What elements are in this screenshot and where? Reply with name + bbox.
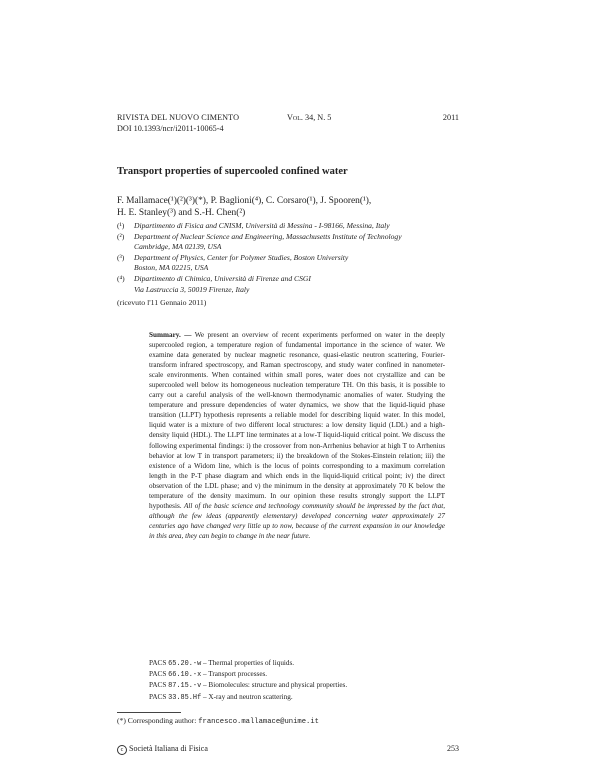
affiliation-item: (³) Department of Physics, Center for Polymer Studies, Boston University Boston, MA 02215, USA [117, 252, 349, 273]
affiliation-item: (²) Department of Nuclear Science and Engineering, Massachusetts Institute of Technology Cambridge, MA 02139, USA [117, 231, 402, 252]
abstract-label: Summary. — [149, 331, 192, 339]
author-email[interactable]: francesco.mallamace@unime.it [198, 718, 319, 726]
doi: DOI 10.1393/ncr/i2011-10065-4 [117, 123, 224, 133]
pacs-list [149, 658, 347, 703]
pacs-item: PACS 65.20.-w – Thermal properties of liquids. [149, 659, 295, 668]
affiliation-item: (¹) Dipartimento di Fisica and CNISM, Università di Messina - I-98166, Messina, Italy [117, 221, 390, 230]
footnote-text: Corresponding author: [127, 716, 197, 725]
journal-volume: Vol. 34, N. 5 [287, 113, 332, 122]
abstract [149, 330, 445, 541]
pacs-item: PACS 33.85.Hf – X-ray and neutron scattering. [149, 692, 293, 702]
journal-year: 2011 [442, 113, 459, 122]
footnote-rule [117, 712, 181, 713]
affiliation-item: (⁴) Dipartimento di Chimica, Università di Firenze and CSGI Via Lastruccia 3, 50019 Firenze, Italy [117, 273, 311, 294]
page-number: 253 [447, 744, 459, 753]
copyright: c Società Italiana di Fisica [117, 744, 208, 755]
author-line-2: H. E. Stanley(³) and S.-H. Chen(²) [117, 208, 246, 219]
abstract-text: We present an overview of recent experiments performed on water in the deeply supercooled region, a temperature region of fundamental importance in the science of water. We examine data generated by nuclear magnetic resonance, quasi-elastic neutron scattering, Fourier-transform infrared spectroscopy, and Raman spectroscopy, and study water confined in nanometer-scale environments. When contained within small pores, water does not crystallize and can be supercooled well below its homogeneous nucleation temperature TH. On this basis, it is possible to carry out a careful analysis of the well-known thermodynamic anomalies of water. Studying the temperature and pressure dependencies of water dynamics, we show that the liquid-liquid phase transition (LLPT) hypothesis represents a reliable model for describing liquid water. In this model, liquid water is a mixture of two different local structures: a low density liquid (LDL) and a high-density liquid (HDL). The LLPT line terminates at a low-T liquid-liquid critical point. We discuss the following experimental findings: i) the crossover from non-Arrhenius behavior at high T to Arrhenius behavior at low T in transport parameters; ii) the breakdown of the Stokes-Einstein relation; iii) the existence of a Widom line, which is the locus of points corresponding to a maximum correlation length in the P-T phase diagram and which ends in the liquid-liquid critical point; iv) the direct observation of the LDL phase; and v) the minimum in the density at approximately 70 K below the temperature of the density maximum. In our opinion these results strongly support the LLPT hypothesis. [149, 331, 446, 510]
pacs-item: PACS 87.15.-v – Biomolecules: structure and physical properties. [149, 681, 348, 691]
journal-header [117, 113, 459, 134]
paper-title: Transport properties of supercooled confined water [117, 166, 348, 177]
copyright-icon: c [117, 745, 127, 755]
received-date: (ricevuto l'11 Gennaio 2011) [117, 298, 207, 307]
author-list [117, 195, 463, 220]
footnote-mark: (*) [117, 716, 126, 725]
affiliations [117, 221, 467, 295]
abstract-italic-text: All of the basic science and technology community should be impressed by the fact that, although the few ideas (apparently elementary) developed concerning water approximately 27 centuries ago have changed very little up to now, because of the current expansion in our knowledge in this area, they can begin to change in the near future. [149, 501, 445, 540]
author-line-1: F. Mallamace(¹)(²)(³)(*), P. Baglioni(⁴), C. Corsaro(¹), J. Spooren(¹), [117, 196, 372, 206]
journal-name: RIVISTA DEL NUOVO CIMENTO [117, 113, 240, 122]
pacs-item: PACS 66.10.-x – Transport processes. [149, 670, 268, 680]
footnote [117, 716, 319, 726]
page-footer [117, 744, 459, 755]
